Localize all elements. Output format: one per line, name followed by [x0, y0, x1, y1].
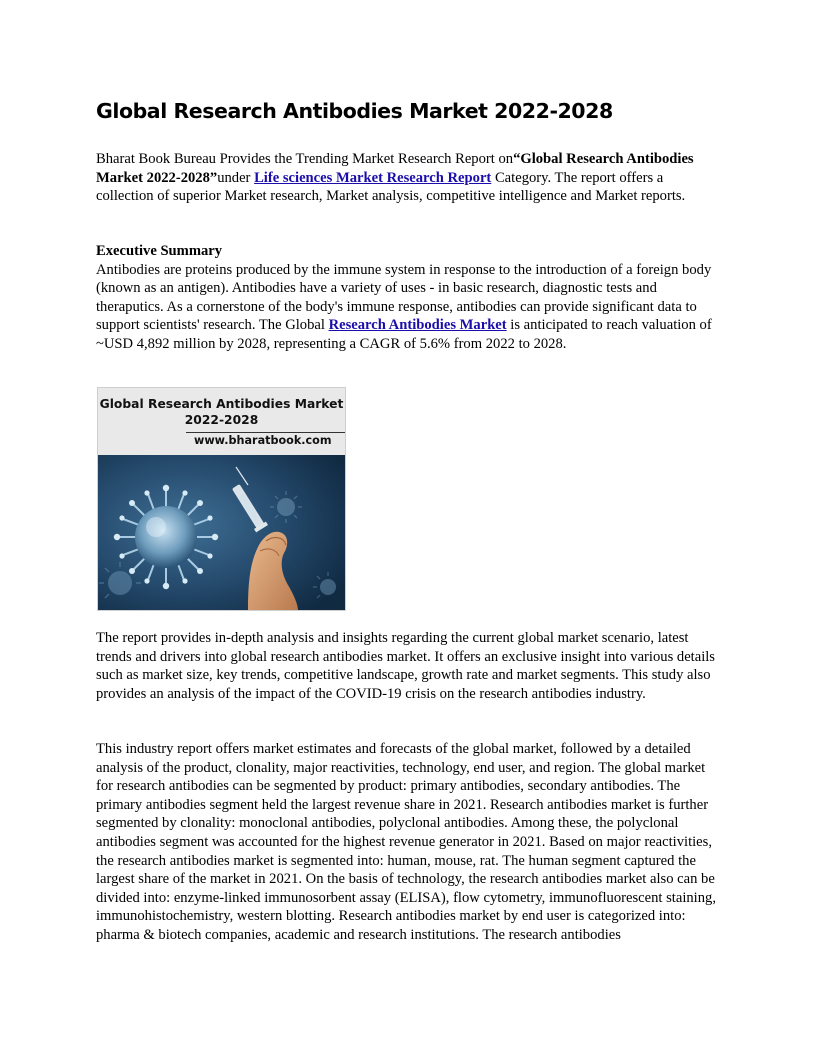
intro-prefix: Bharat Book Bureau Provides the Trending Market Research Report on: [96, 151, 514, 167]
intro-under: under: [217, 169, 255, 186]
cover-header: [98, 388, 345, 455]
cover-url: www.bharatbook.com: [194, 434, 332, 447]
research-antibodies-market-link[interactable]: Research Antibodies Market: [328, 317, 507, 334]
executive-summary-heading: Executive Summary: [96, 243, 223, 259]
report-cover-image: [97, 387, 346, 611]
cover-title: Global Research Antibodies Market 2022-2028: [99, 397, 344, 427]
life-sciences-link[interactable]: Life sciences Market Research Report: [254, 169, 492, 186]
segmentation-paragraph: This industry report offers market estimates and forecasts of the global market, followed by a detailed analysis of the product, clonality, major reactivities, technology, end user, and region. The global market for research antibodies can be segmented by product: primary antibodies, secondary antibodies. The primary antibodies segment held the largest revenue share in 2021. Research antibodies market is further segmented by clonality: monoclonal antibodies, polyclonal antibodies. Among these, the polyclonal antibodies segment was accounted for the highest revenue generator in 2021. Based on major reactivities, the research antibodies market is segmented into: human, mouse, rat. The human segment captured the largest share of the market in 2021. On the basis of technology, the research antibodies market also can be divided into: enzyme-linked immunosorbent assay (ELISA), flow cytometry, immunofluorescent staining, immunohistochemistry, western blotting. Research antibodies market by end user is categorized into: pharma & biotech companies, academic and research institutions. The research antibodies: [96, 741, 716, 943]
executive-summary-section: [96, 242, 724, 354]
executive-summary-text: Antibodies are proteins produced by the immune system in response to the introduction of a foreign body (known as an antigen). Antibodies have a variety of uses - in basic research, diagnostic tests and theraputics. As a cornerstone of the body's immune response, antibodies can provide significant data to support scientists' research. The Global: [96, 261, 712, 334]
virus-syringe-illustration: [98, 455, 345, 610]
analysis-paragraph: The report provides in-depth analysis and insights regarding the current global market scenario, latest trends and drivers into global research antibodies market. It offers an exclusive insight into various details such as market size, key trends, competitive landscape, growth rate and market segments. This study also provides an analysis of the impact of the COVID-19 crisis on the research antibodies industry.: [96, 630, 715, 702]
page-title: Global Research Antibodies Market 2022-2028: [96, 99, 613, 123]
intro-paragraph: [96, 150, 724, 206]
illustration-background: [98, 455, 345, 610]
executive-summary-text-end: is anticipated to reach valuation of ~USD 4,892 million by 2028, representing a CAGR of 5.6% from 2022 to 2028.: [96, 317, 712, 352]
cover-divider: [186, 432, 345, 433]
intro-suffix: Category. The report offers a collection of superior Market research, Market analysis, competitive intelligence and Market reports.: [96, 169, 686, 205]
report-name: “Global Research Antibodies Market 2022-2028”: [96, 151, 694, 186]
